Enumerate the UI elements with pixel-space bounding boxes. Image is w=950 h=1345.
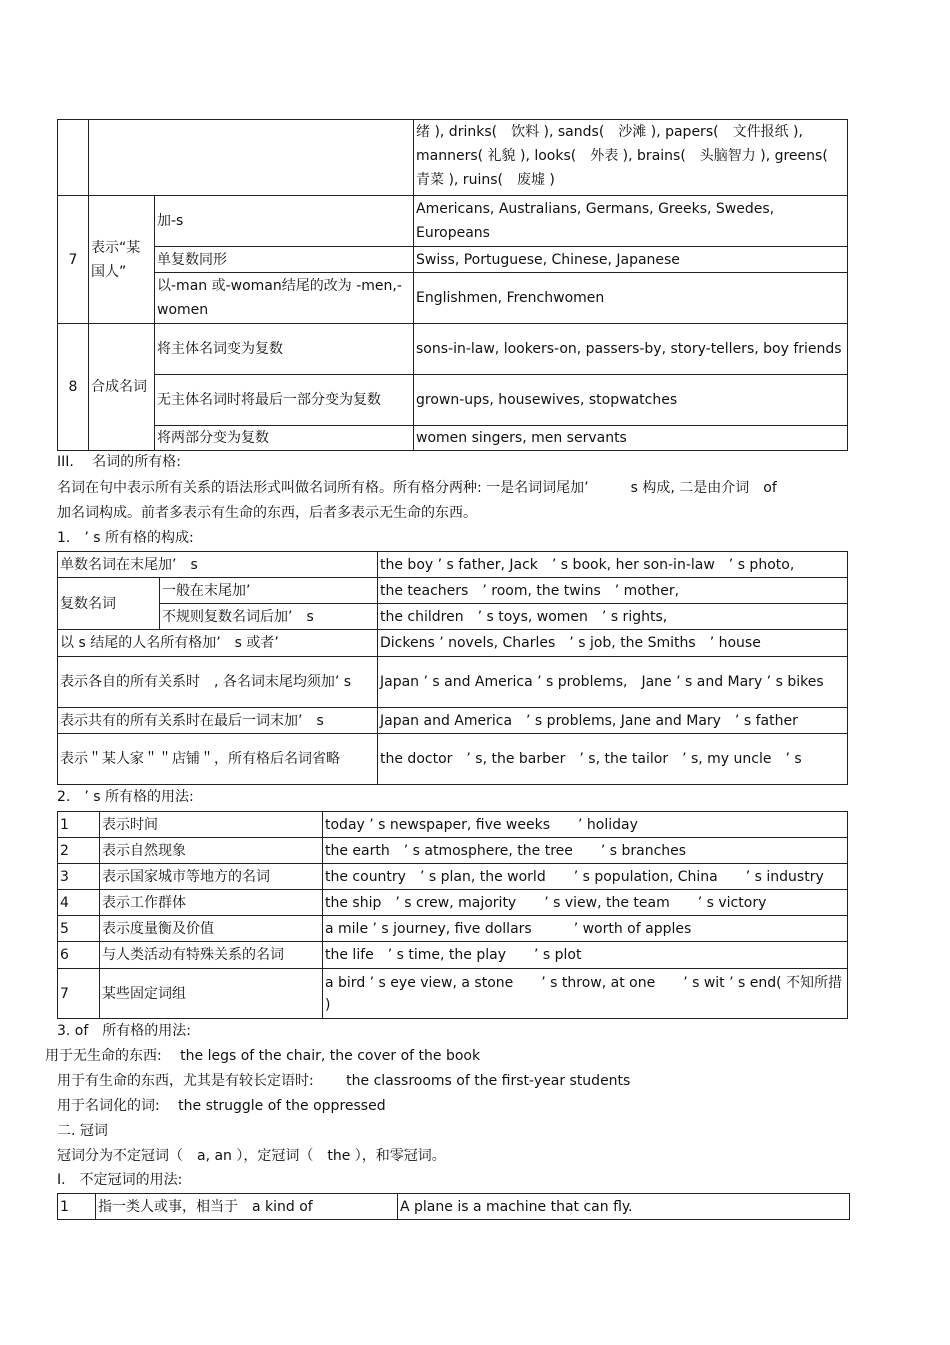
plural-rules-table	[57, 119, 848, 451]
usage-cell: 表示国家城市等地方的名词	[100, 864, 323, 890]
usage-cell: 表示工作群体	[100, 890, 323, 916]
paragraph: 用于无生命的东西: the legs of the chair, the cover of the book	[45, 1048, 481, 1064]
table-cell	[58, 120, 89, 196]
examples-cell: the ship ’ s crew, majority ’ s view, the team ’ s victory	[323, 890, 848, 916]
usage-cell: 指一类人或事，相当于 a kind of	[96, 1194, 398, 1220]
usage-cell: 表示时间	[100, 812, 323, 838]
examples-cell: Swiss, Portuguese, Chinese, Japanese	[414, 247, 848, 273]
rule-cell: 一般在末尾加’	[160, 578, 378, 604]
paragraph: 用于名词化的词: the struggle of the oppressed	[57, 1098, 386, 1114]
table-cell	[89, 120, 414, 196]
subsection-heading: 3. of 所有格的用法:	[57, 1023, 192, 1039]
paragraph: 加名词构成。前者多表示有生命的东西，后者多表示无生命的东西。	[57, 505, 477, 521]
rule-cell: 单复数同形	[155, 247, 414, 273]
examples-cell: the teachers ’ room, the twins ’ mother,	[378, 578, 848, 604]
section-heading: 二. 冠词	[57, 1123, 108, 1139]
examples-cell: Dickens ’ novels, Charles ’ s job, the Smiths ’ house	[378, 630, 848, 657]
usage-cell: 表示自然现象	[100, 838, 323, 864]
rule-cell: 以-man 或-woman结尾的改为 -men,-women	[155, 273, 414, 324]
examples-cell: a mile ’ s journey, five dollars ’ worth of apples	[323, 916, 848, 942]
examples-cell: Japan ’ s and America ’ s problems, Jane ’ s and Mary ’ s bikes	[378, 657, 848, 708]
row-number: 5	[58, 916, 100, 942]
row-number: 8	[58, 324, 89, 451]
row-number: 3	[58, 864, 100, 890]
examples-cell: 绪 ), drinks( 饮料 ), sands( 沙滩 ), papers( 文件报纸 ), manners( 礼貌 ), looks( 外表 ), brains( 头脑智力 ), greens( 青菜 ), ruins( 废墟 )	[414, 120, 848, 196]
examples-cell: today ’ s newspaper, five weeks ’ holiday	[323, 812, 848, 838]
row-number: 7	[58, 969, 100, 1019]
paragraph: 冠词分为不定冠词（ a, an ），定冠词（ the ），和零冠词。	[57, 1148, 446, 1164]
examples-cell: sons-in-law, lookers-on, passers-by, story-tellers, boy friends	[414, 324, 848, 375]
row-number: 1	[58, 812, 100, 838]
rule-cell: 表示共有的所有关系时在最后一词末加’ s	[58, 708, 378, 734]
possessive-formation-table	[57, 551, 848, 785]
paragraph: 用于有生命的东西，尤其是有较长定语时: the classrooms of the first-year students	[57, 1073, 631, 1089]
category-cell: 复数名词	[58, 578, 160, 630]
examples-cell: A plane is a machine that can fly.	[398, 1194, 850, 1220]
row-number: 6	[58, 942, 100, 969]
subsection-heading: 2. ’ s 所有格的用法:	[57, 789, 194, 805]
examples-cell: the country ’ s plan, the world ’ s population, China ’ s industry	[323, 864, 848, 890]
section-heading: III. 名词的所有格:	[57, 454, 182, 470]
rule-cell: 表示各自的所有关系时 , 各名词末尾均须加’ s	[58, 657, 378, 708]
paragraph: 名词在句中表示所有关系的语法形式叫做名词所有格。所有格分两种: 一是名词词尾加’ s 构成, 二是由介词 of	[57, 480, 777, 496]
rule-cell: 将两部分变为复数	[155, 426, 414, 451]
usage-cell: 表示度量衡及价值	[100, 916, 323, 942]
examples-cell: the boy ’ s father, Jack ’ s book, her son-in-law ’ s photo,	[378, 552, 848, 578]
row-number: 4	[58, 890, 100, 916]
examples-cell: the doctor ’ s, the barber ’ s, the tailor ’ s, my uncle ’ s	[378, 734, 848, 785]
row-number: 2	[58, 838, 100, 864]
rule-cell: 单数名词在末尾加’ s	[58, 552, 378, 578]
examples-cell: Americans, Australians, Germans, Greeks, Swedes, Europeans	[414, 196, 848, 247]
usage-cell: 与人类活动有特殊关系的名词	[100, 942, 323, 969]
examples-cell: the earth ’ s atmosphere, the tree ’ s branches	[323, 838, 848, 864]
subsection-heading: 1. ’ s 所有格的构成:	[57, 530, 194, 546]
rule-cell: 将主体名词变为复数	[155, 324, 414, 375]
category-cell: 合成名词	[89, 324, 155, 451]
possessive-usage-table	[57, 811, 848, 1019]
rule-cell: 不规则复数名词后加’ s	[160, 604, 378, 630]
rule-cell: 加-s	[155, 196, 414, 247]
row-number: 1	[58, 1194, 96, 1220]
usage-cell: 某些固定词组	[100, 969, 323, 1019]
rule-cell: 表示＂某人家＂＂店铺＂，所有格后名词省略	[58, 734, 378, 785]
row-number: 7	[58, 196, 89, 324]
rule-cell: 无主体名词时将最后一部分变为复数	[155, 375, 414, 426]
rule-cell: 以 s 结尾的人名所有格加’ s 或者’	[58, 630, 378, 657]
subsection-heading: I. 不定冠词的用法:	[57, 1172, 183, 1188]
category-cell: 表示“某国人”	[89, 196, 155, 324]
examples-cell: a bird ’ s eye view, a stone ’ s throw, at one ’ s wit ’ s end( 不知所措 )	[323, 969, 848, 1019]
indefinite-article-table	[57, 1193, 850, 1220]
examples-cell: the life ’ s time, the play ’ s plot	[323, 942, 848, 969]
examples-cell: grown-ups, housewives, stopwatches	[414, 375, 848, 426]
examples-cell: the children ’ s toys, women ’ s rights,	[378, 604, 848, 630]
examples-cell: women singers, men servants	[414, 426, 848, 451]
examples-cell: Japan and America ’ s problems, Jane and Mary ’ s father	[378, 708, 848, 734]
examples-cell: Englishmen, Frenchwomen	[414, 273, 848, 324]
